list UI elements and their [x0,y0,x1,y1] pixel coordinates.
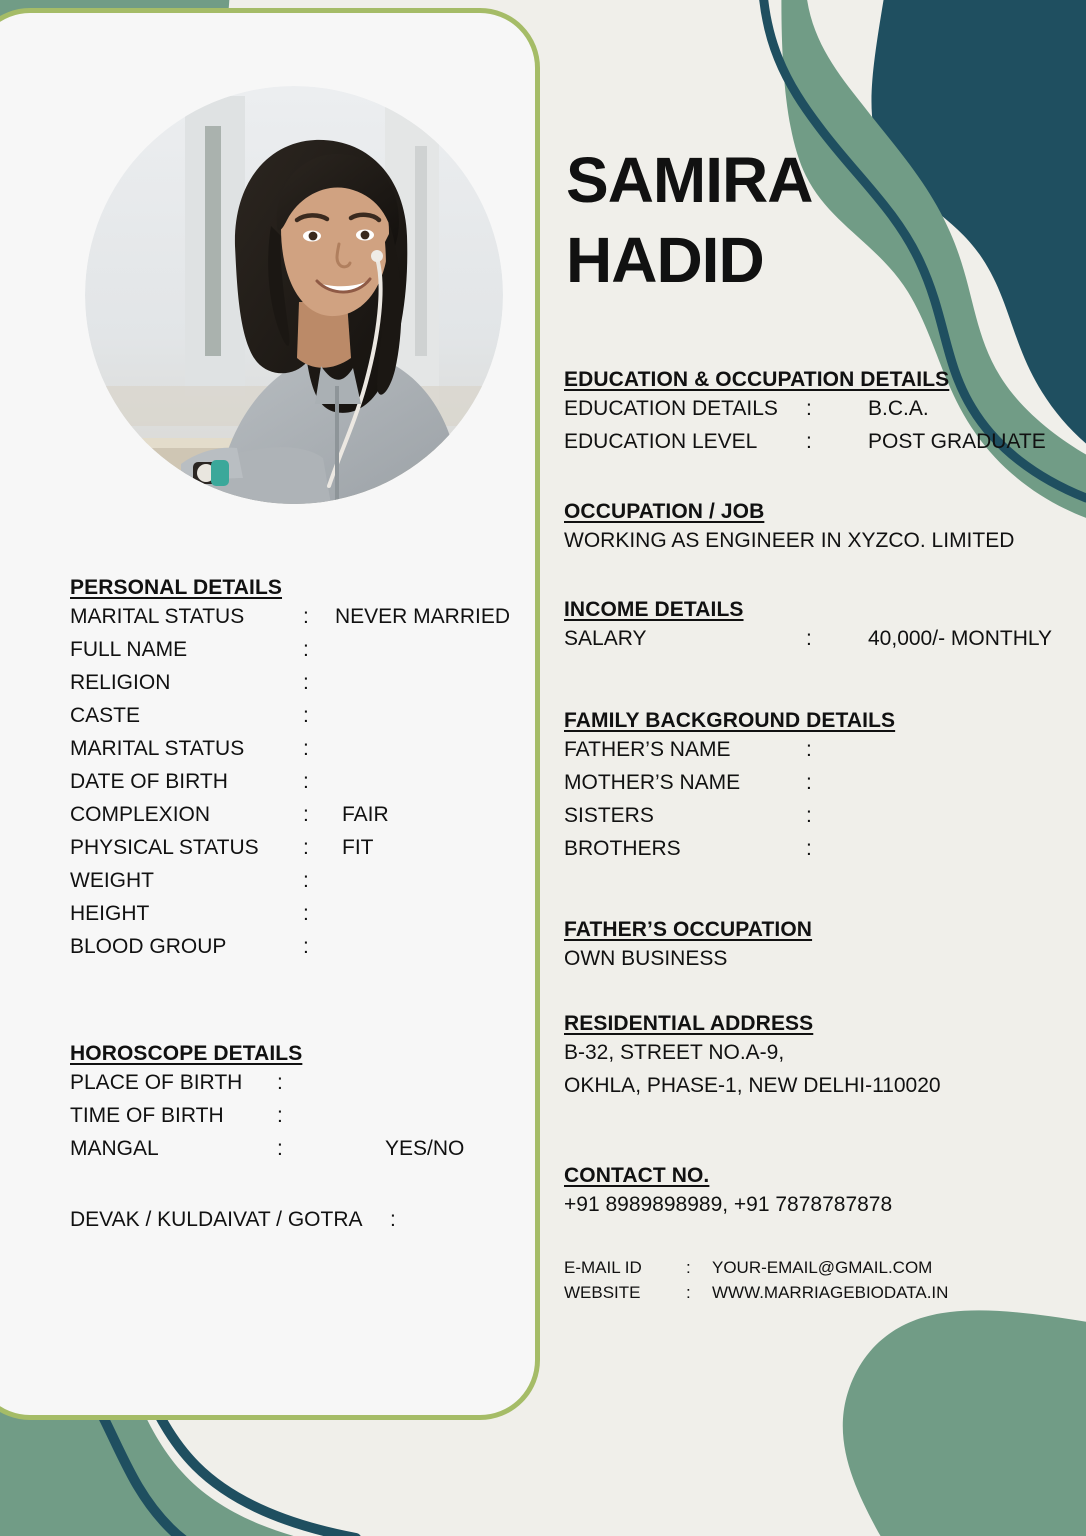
profile-photo-image [85,86,503,504]
row-caste [70,699,309,732]
row-colon: : [303,605,309,628]
address-line-2: OKHLA, PHASE-1, NEW DELHI-110020 [564,1074,941,1097]
row-fathers-name [564,733,895,766]
row-date-of-birth [70,765,309,798]
name-line-1: SAMIRA [566,144,813,216]
row-weight [70,864,309,897]
row-colon: : [303,836,309,859]
row-label: DATE OF BIRTH [70,770,228,793]
contact-number-section [564,1164,892,1221]
horoscope-details-heading: HOROSCOPE DETAILS [70,1042,303,1065]
education-heading: EDUCATION & OCCUPATION DETAILS [564,368,950,391]
row-colon: : [303,638,309,661]
personal-details-section [70,576,511,963]
row-label: PHYSICAL STATUS [70,836,259,859]
row-salary [564,622,1053,655]
row-full-name [70,633,309,666]
row-label: E-MAIL ID [564,1258,642,1277]
row-colon: : [806,738,812,761]
contact-numbers: +91 8989898989, +91 7878787878 [564,1193,893,1216]
row-sisters [564,799,895,832]
row-colon: : [303,902,309,925]
row-brothers [564,832,895,865]
address-line-1: B-32, STREET NO.A-9, [564,1041,785,1064]
row-value: B.C.A. [868,397,929,420]
row-label: DEVAK / KULDAIVAT / GOTRA [70,1208,363,1231]
row-education-details [564,392,949,425]
row-value: POST GRADUATE [868,430,1046,453]
row-label: EDUCATION LEVEL [564,430,758,453]
row-label: FULL NAME [70,638,188,661]
row-colon: : [303,869,309,892]
personal-details-heading: PERSONAL DETAILS [70,576,283,599]
row-colon: : [277,1104,283,1127]
row-marital-status-2 [70,732,309,765]
row-colon: : [806,837,812,860]
education-occupation-section [564,368,1046,458]
row-time-of-birth [70,1099,302,1132]
row-colon: : [390,1208,396,1231]
row-value: NEVER MARRIED [335,605,511,628]
row-colon: : [806,771,812,794]
father-occupation-text: OWN BUSINESS [564,947,728,970]
row-colon: : [806,397,812,420]
income-details-section [564,598,1053,655]
row-label: MARITAL STATUS [70,605,245,628]
row-height [70,897,309,930]
row-colon: : [303,803,309,826]
row-label: BLOOD GROUP [70,935,227,958]
father-occupation-section [564,918,812,975]
row-colon: : [303,935,309,958]
row-colon: : [303,737,309,760]
row-value: YES/NO [385,1137,465,1160]
row-colon: : [303,704,309,727]
family-heading: FAMILY BACKGROUND DETAILS [564,709,896,732]
occupation-section [564,500,1014,557]
row-label: HEIGHT [70,902,150,925]
name-line-2: HADID [566,224,764,296]
residential-address-section [564,1012,941,1102]
row-mothers-name [564,766,895,799]
address-heading: RESIDENTIAL ADDRESS [564,1012,814,1035]
row-colon: : [303,671,309,694]
row-religion [70,666,309,699]
row-marital-status [70,600,511,633]
contact-heading: CONTACT NO. [564,1164,710,1187]
horoscope-details-section [70,1042,465,1165]
row-label: MANGAL [70,1137,159,1160]
row-label: WEBSITE [564,1283,641,1302]
row-label: CASTE [70,704,141,727]
row-value: FAIR [342,803,389,826]
row-physical-status [70,831,374,864]
row-label: TIME OF BIRTH [70,1104,224,1127]
website-value: WWW.MARRIAGEBIODATA.IN [712,1283,949,1302]
row-value: 40,000/- MONTHLY [868,627,1053,650]
row-blood-group [70,930,309,963]
row-colon: : [277,1137,283,1160]
bottom-right-sage-blob [843,1310,1086,1536]
row-colon: : [686,1258,691,1277]
row-label: MOTHER’S NAME [564,771,741,794]
row-colon: : [686,1283,691,1302]
page-title [566,144,813,296]
row-label: BROTHERS [564,837,681,860]
row-place-of-birth [70,1066,302,1099]
row-colon: : [806,627,812,650]
row-label: RELIGION [70,671,171,694]
row-label: FATHER’S NAME [564,738,731,761]
row-education-level [564,425,1046,458]
row-label: SISTERS [564,804,654,827]
row-label: WEIGHT [70,869,154,892]
row-label: COMPLEXION [70,803,211,826]
row-devak-kuldaivat-gotra [70,1203,396,1236]
row-colon: : [806,804,812,827]
row-colon: : [277,1071,283,1094]
father-occupation-heading: FATHER’S OCCUPATION [564,918,813,941]
row-label: EDUCATION DETAILS [564,397,778,420]
email-value: YOUR-EMAIL@GMAIL.COM [712,1258,933,1277]
row-value: FIT [342,836,374,859]
row-colon: : [806,430,812,453]
row-label: SALARY [564,627,647,650]
profile-photo [85,86,503,504]
occupation-text: WORKING AS ENGINEER IN XYZCO. LIMITED [564,529,1015,552]
family-background-section [564,709,895,865]
row-colon: : [303,770,309,793]
row-label: MARITAL STATUS [70,737,245,760]
row-mangal [70,1132,465,1165]
income-heading: INCOME DETAILS [564,598,744,621]
row-label: PLACE OF BIRTH [70,1071,243,1094]
occupation-heading: OCCUPATION / JOB [564,500,765,523]
row-complexion [70,798,389,831]
